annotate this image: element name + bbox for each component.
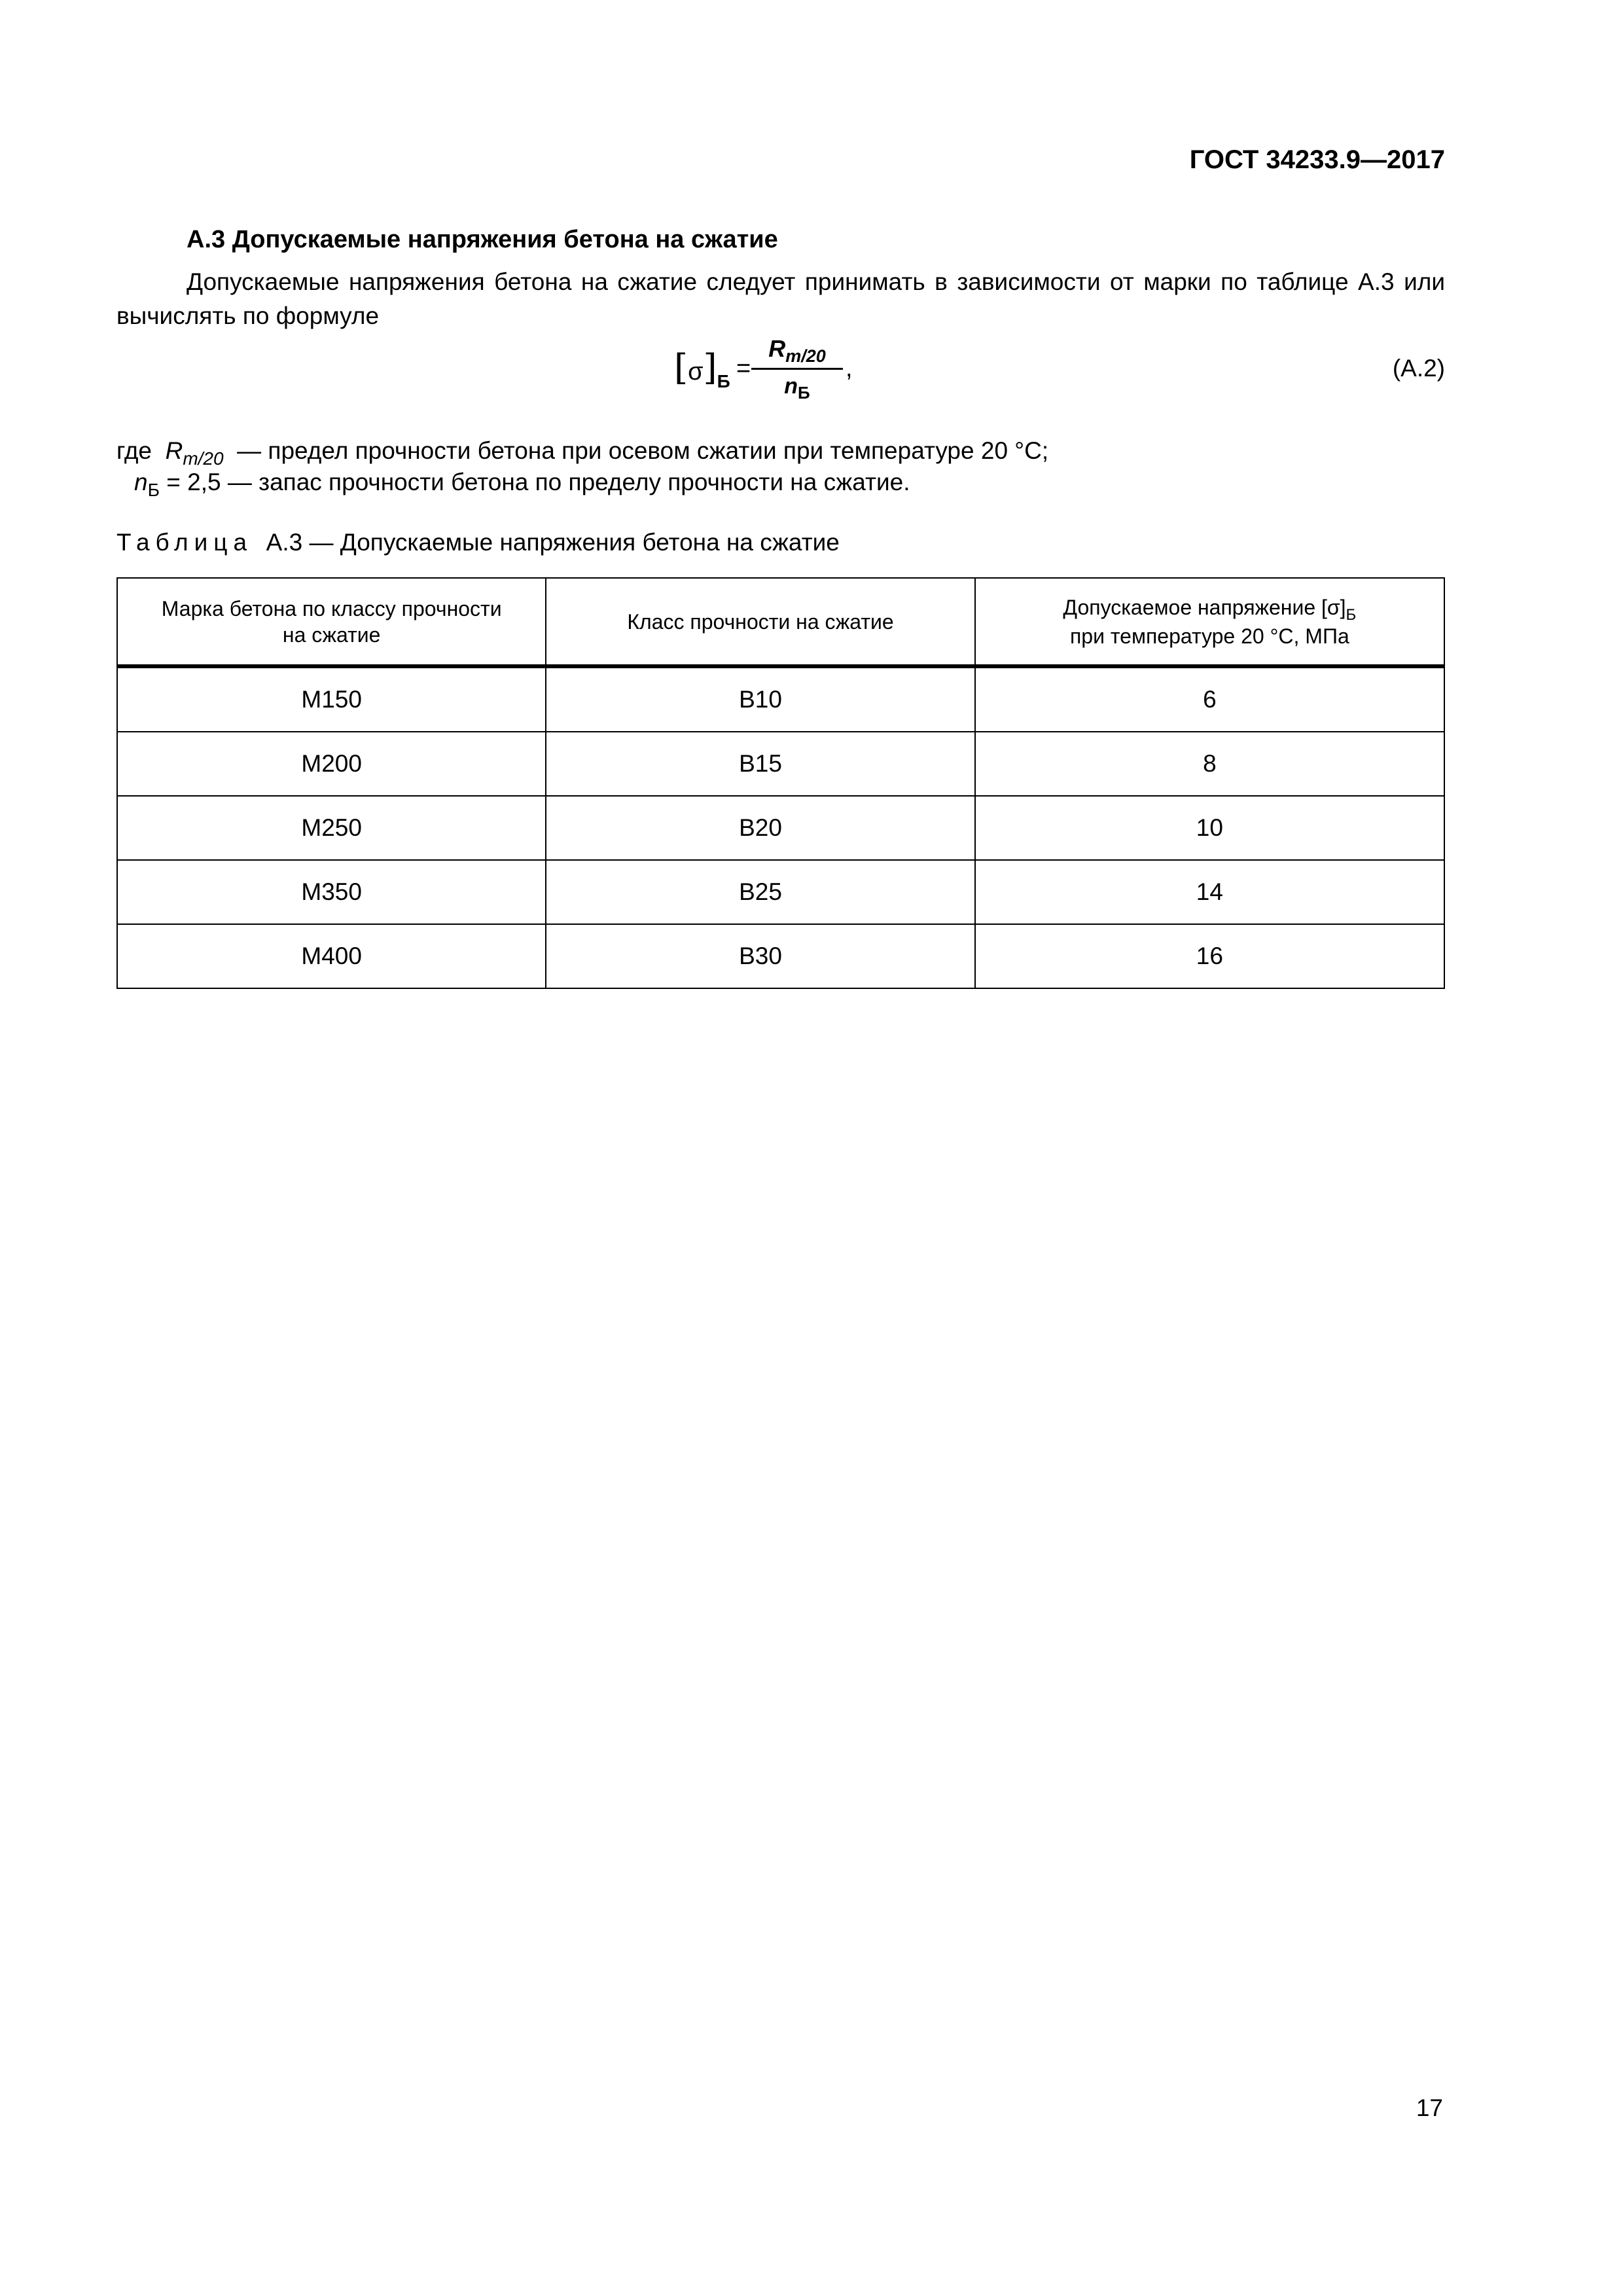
table-caption-word: Таблица <box>116 529 253 556</box>
header-class <box>546 578 974 666</box>
numerator-symbol: R <box>768 335 786 362</box>
cell-class: В25 <box>546 860 974 924</box>
cell-grade: М200 <box>117 732 546 796</box>
where-symbol-r: R <box>165 437 183 464</box>
cell-stress: 16 <box>975 924 1444 988</box>
header-grade-line-2: на сжатие <box>282 622 381 647</box>
formula-sigma: σ <box>688 358 704 386</box>
header-stress-subscript: Б <box>1346 605 1357 624</box>
cell-grade: М350 <box>117 860 546 924</box>
formula-equals: = <box>736 355 751 382</box>
table-caption-text: А.3 — Допускаемые напряжения бетона на сжатие <box>266 529 840 556</box>
where-line-2-text: — запас прочности бетона по пределу прочности на сжатие. <box>227 469 910 495</box>
denominator-symbol: n <box>784 374 798 399</box>
header-stress-line-2: при температуре 20 °С, МПа <box>1069 624 1349 648</box>
formula-numerator <box>751 335 843 366</box>
header-grade <box>117 578 546 666</box>
where-line-1 <box>116 437 1049 469</box>
numerator-subscript: m/20 <box>785 346 826 366</box>
cell-stress: 6 <box>975 666 1444 732</box>
section-paragraph: Допускаемые напряжения бетона на сжатие следует принимать в зависимости от марки по таблице А.3 или вычислять по формуле <box>116 268 1445 329</box>
cell-grade: М400 <box>117 924 546 988</box>
fraction-bar <box>751 368 843 370</box>
cell-grade: М250 <box>117 796 546 860</box>
table-row <box>117 924 1444 988</box>
cell-stress: 14 <box>975 860 1444 924</box>
denominator-subscript: Б <box>798 383 810 403</box>
where-symbol-n-subscript: Б <box>147 480 160 500</box>
table-row <box>117 666 1444 732</box>
header-stress-line-1 <box>976 594 1444 623</box>
concrete-stress-table <box>116 577 1445 989</box>
header-stress <box>975 578 1444 666</box>
cell-class: В20 <box>546 796 974 860</box>
formula-fraction <box>751 335 843 403</box>
cell-class: В15 <box>546 732 974 796</box>
cell-stress: 10 <box>975 796 1444 860</box>
formula-lhs-subscript: Б <box>717 371 730 391</box>
header-stress-line-1-text: Допускаемое напряжение [σ] <box>1063 595 1346 619</box>
section-title: А.3 Допускаемые напряжения бетона на сжатие <box>187 226 778 253</box>
cell-class: В30 <box>546 924 974 988</box>
where-line-2 <box>134 469 910 500</box>
header-grade-line-1: Марка бетона по классу прочности <box>161 596 502 620</box>
formula-comma: , <box>846 355 853 382</box>
where-lead: где <box>116 437 152 464</box>
table-caption <box>116 529 840 556</box>
where-symbol-n: n <box>134 469 148 495</box>
formula-lhs: $[\sigma]_Б$ <box>674 347 730 391</box>
page-number: 17 <box>1416 2094 1443 2121</box>
cell-stress: 8 <box>975 732 1444 796</box>
document-code: ГОСТ 34233.9—2017 <box>1189 145 1445 174</box>
cell-grade: М150 <box>117 666 546 732</box>
formula-number: (А.2) <box>1392 355 1445 382</box>
table-header-row <box>117 578 1444 666</box>
cell-class: В10 <box>546 666 974 732</box>
header-class-text: Класс прочности на сжатие <box>627 609 894 634</box>
table-row <box>117 860 1444 924</box>
table-row <box>117 732 1444 796</box>
table-row <box>117 796 1444 860</box>
where-line-1-text: — предел прочности бетона при осевом сжатии при температуре 20 °С; <box>237 437 1049 464</box>
where-symbol-r-subscript: m/20 <box>183 448 224 469</box>
formula-denominator <box>751 374 843 403</box>
where-line-2-value: = 2,5 <box>166 469 221 495</box>
